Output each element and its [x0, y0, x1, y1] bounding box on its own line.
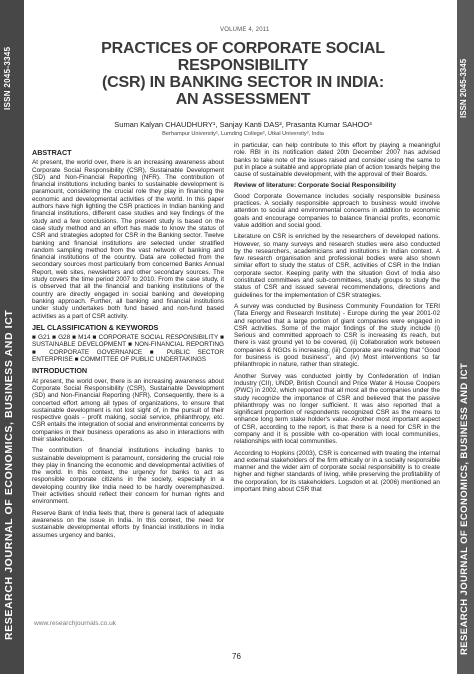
authors: Suman Kalyan CHAUDHURY¹, Sanjay Kanti DAS², Prasanta Kumar SAHOO³ [114, 120, 372, 129]
affiliations: Berhampur University¹, Lumding College², Utkal University³, India [162, 131, 324, 137]
right-sidebar [457, 0, 474, 674]
sidebar-issn: ISSN 2045-3345 [3, 46, 12, 110]
introduction-heading: INTRODUCTION [32, 366, 88, 376]
continued-paragraph: in particular, can help contribute to this effort by playing a meaningful role. RBI in its notification dated 20th December 2007 has advised banks to take note of the issues raised and consider using the same to put in place a suitable and appropriate plan of action towards helping the cause of sustainable development, with the approval of their Boards. [234, 142, 440, 179]
title-line-1: PRACTICES OF CORPORATE SOCIAL RESPONSIBILITY [101, 40, 385, 74]
title-line-3: AN ASSESSMENT [175, 91, 311, 108]
volume-label: VOLUME 4, 2011 [220, 27, 270, 33]
rightbar-issn: ISSN 2045-3345 [459, 58, 468, 118]
review-heading: Review of literature: Corporate Social Responsibility [234, 182, 397, 190]
review-paragraph: Good Corporate Governance includes socially responsible business practices. A socially responsible approach to business would involve attention to social and environmental concerns in addition to economic goals and encourage companies to balance financial profits, economic value addition and social good. [234, 192, 440, 229]
review-paragraph: Literature on CSR is enriched by the researchers of developed nations. However, so many surveys and research studies were also conducted by the researchers, academicians and institutions in Indian context. A few research organisation and professional bodies were also shown similar effort to study the status of CSR, activities of CSR in the Indian corporate sector. Keeping parity with the situation Govt of India also constituted committees and sub-committees, study groups to study the status of CSR and issued several recommendations, directions and guidelines for the implementation of CSR strategies. [234, 233, 440, 299]
journal-url-link[interactable]: www.researchjournals.co.uk [34, 620, 117, 627]
intro-paragraph: Reserve Bank of India feels that, there is general lack of adequate awareness on the issue in India. In this context, the need for sustainable developmental efforts by financial institutions in India assumes urgency and banks, [32, 509, 224, 539]
title-line-2: (CSR) IN BANKING SECTOR IN INDIA: [102, 74, 384, 91]
sidebar-journal-name: RESEARCH JOURNAL OF ECONOMICS, BUSINESS AND ICT [3, 309, 15, 640]
review-paragraph: A survey was conducted by Business Community Foundation for TERI (Tata Energy and Research Institute) - Europe during the year 2001-02 and reported that a large portion of giant companies were engaged in CSR activities. Some of the major findings of the study include (i) Serious and committed approach to CSR is increasing its reach, but there is vast ground yet to be covered, (ii) Collaboration work between companies & NGOs is increasing, (iii) Corporate are realizing that "Good for business is good business", and (iv) Most interventions so far philanthropic in nature, rather than strategic. [234, 302, 440, 369]
left-column [32, 146, 224, 606]
jel-keywords: ■ G21 ■ G28 ■ M14 ■ CORPORATE SOCIAL RESPONSIBILITY ■ SUSTAINABLE DEVELOPMENT ■ NON-FINANCIAL REPORTING ■ CORPORATE GOVERNANCE ■ PUBLIC SECTOR ENTERPRISE ■ COMMITTEE OF PUBLIC UNDERTAKINGS [32, 334, 224, 364]
intro-paragraph: The contribution of financial institutions including banks to sustainable development is paramount, considering the crucial role they play in financing the economic and developmental activities of the world. In this context, the urgency for banks to act as responsible corporate citizens in the society, especially in a developing country like India need to be hardly overemphasized. Their activities should reflect their concern for human rights and environment. [32, 447, 224, 506]
jel-heading: JEL CLASSIFICATION & KEYWORDS [32, 322, 159, 332]
rightbar-journal-name: RESEARCH JOURNAL OF ECONOMICS, BUSINESS AND ICT [459, 362, 470, 655]
right-column [234, 142, 440, 617]
review-paragraph: According to Hopkins (2003), CSR is concerned with treating the internal and external stakeholders of the firm ethically or in a socially responsible manner and the wider aim of corporate social responsibility is to create higher and higher standards of living, while preserving the profitability of the corporation, for its stakeholders. Logsdon et al. (2006) mentioned an important thing about CSR that [234, 449, 440, 494]
page-number: 76 [232, 652, 241, 661]
review-paragraph: Another Survey was conducted jointly by Confederation of Indian Industry (CII), UNDP, British Council and Price Water & House Coopers (PWC) in 2002, which reported that all most all the companies under the study recognize the importance of CSR and believed that the passive philanthropy was no longer sufficient. It was also reported that a significant proportion of respondents recognized CSR as the means to enhance long term stake holder's value. Another most important aspect of CSR, according to the report, is that there is a need for CSR in the company and it is possible with co-operation with local communities, relationships with local communities. [234, 372, 440, 446]
left-sidebar [0, 0, 24, 674]
abstract-text: At present, the world over, there is an increasing awareness about Corporate Social Responsibility (CSR), Sustainable Development (SD) and Non-Financial Reporting (NFR). The contribution of financial institutions including banks to sustainable development is paramount, considering the crucial role they play in financing the economic and developmental activities of the world. In this paper authors have high lighting the CSR practices in Indian banking and financial institutions, different case studies and key findings of the study and a few conclusions. The present study is based on the case study method and an effort has made to know the status of CSR and strategies adopted for CSR in the Banking sector. Twelve banking and financial institutions are selected under stratified random sampling method from the vast network of banking and financial institutions of the country. Data are collected from the secondary sources most particularly from concerned Banks Annual Report, web sites, newsletters and other secondary sources. The study covers the time period 2007 to 2010. From the case study, it is observed that all the financial and banking institutions of the country are directly engaged in social banking and developing banking approach. Further, all banking and financial institutions under study undertakes both fund based and non-fund based activities as a part of CSR activity. [32, 159, 224, 320]
abstract-heading: ABSTRACT [32, 148, 72, 157]
article-title [34, 40, 452, 108]
intro-paragraph: At present, the world over, there is an increasing awareness about Corporate Social Responsibility (CSR), Sustainable Development (SD) and Non-Financial Reporting (NFR). Consequently, there is a concerted effort among all types of organizations, to ensure that sustainable development is not lost sight of, in the pursuit of their respective goals - profit making, social service, philanthropy, etc. CSR entails the integration of social and environmental concerns by companies in their business operations as also in interactions with their stakeholders. [32, 377, 224, 443]
